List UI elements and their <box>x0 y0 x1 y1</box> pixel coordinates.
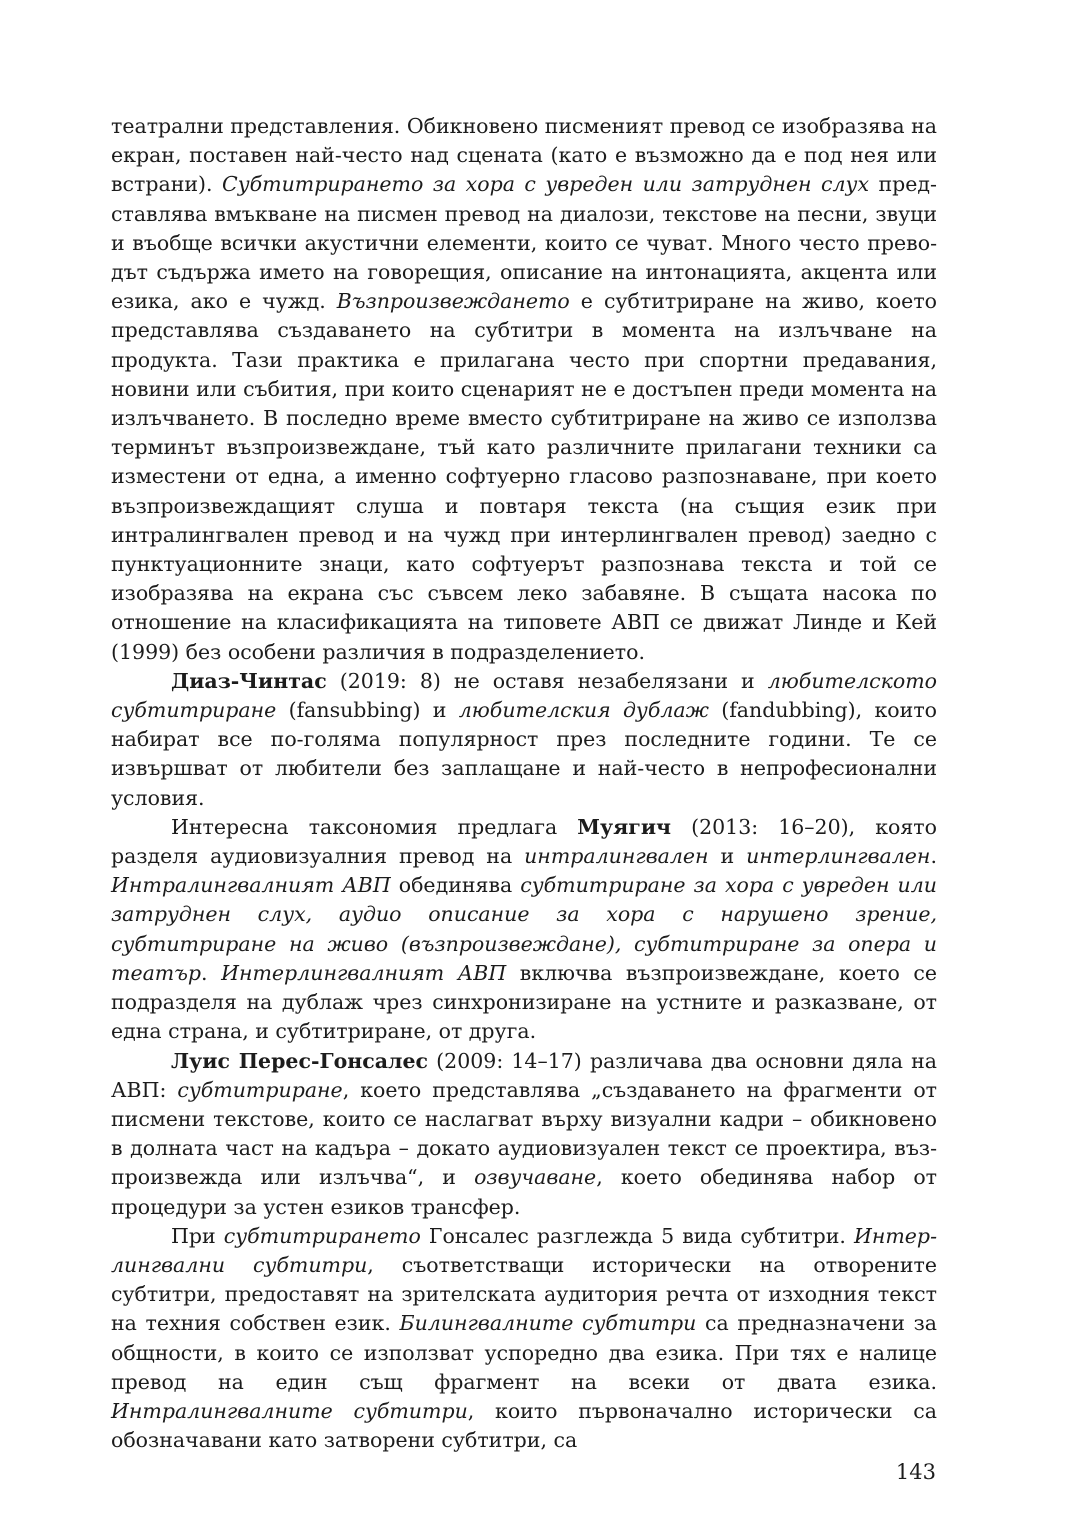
text-run: театрални представления. Обикновено писменият превод се изобразява на екран, поставен най-често над сцената (като е възможно да е под нея или встрани). <box>111 114 937 197</box>
text-run: (2009: 14–17) различава два основни дяла на АВП: <box>111 1048 937 1102</box>
italic-term: Възпроизвеждането <box>336 289 570 314</box>
italic-term: любителския дублаж <box>458 698 709 723</box>
page-body <box>111 112 937 1455</box>
paragraph-3 <box>111 813 937 1047</box>
italic-term: озвучаване <box>474 1165 597 1190</box>
italic-term: Билингвалните субтитри <box>399 1311 697 1336</box>
text-run: . <box>201 960 222 985</box>
text-run: . <box>930 844 937 869</box>
text-run: , което представлява „създаването на фрагменти от писмени текстове, които се наслагват върху визуални кадри – обикновено в долната част на кадъра – докато аудиовизуален текст се проектира, възпроизвежда или излъчва“, и <box>111 1077 937 1190</box>
text-run: , които първоначално исторически са обозначавани като затворени субтитри, са <box>111 1398 937 1453</box>
text-run: е субтитриране на живо, което представлява създаването на субтитри в момента на излъчване на продукта. Тази практика е прилагана често при спортни предавания, новини или събития, при които сценарият не е достъпен преди момента на излъчването. В последно време вместо субтитриране на живо се използва терминът възпроизвеждане, тъй като различните прилагани техники са изместени от една, а именно софтуерно гласово разпознаване, при което възпроизвеждащият слуша и повтаря текста (на същия език при интралингвален превод и на чужд при интерлингвален превод) заедно с пунктуационните знаци, като софтуерът разпознава текста и той се изобразява на екрана със съвсем леко забавяне. В същата насока по отношение на класификацията на типовете АВП се движат Линде и Кей (1999) без особени различия в подразделението. <box>111 289 937 664</box>
paragraph-5 <box>111 1222 937 1456</box>
text-run: , което обединява набор от процедури за устен езиков трансфер. <box>111 1165 937 1219</box>
italic-term: любителското субтитриране <box>111 668 937 723</box>
text-run: представлява вмъкване на писмен превод на диалози, текстове на песни, звуци и въобще всички акустични елементи, които се чуват. Много често преводът съдържа името на говорещия, описание на интонацията, акцента или езика, ако е чужд. <box>111 172 937 314</box>
text-run: , съответстващи исторически на отворените субтитри, предоставят на зрителската аудитория речта от изходния текст на техния собствен език. <box>111 1252 937 1336</box>
text-run: включва възпроизвеждане, което се подразделя на дублаж чрез синхронизиране на устните и разказване, от една страна, и субтитриране, от друга. <box>111 960 937 1044</box>
text-run: (fansubbing) и <box>276 698 459 723</box>
text-run: и <box>708 844 747 869</box>
author-name: Луис Перес-Гонсалес <box>171 1048 429 1073</box>
text-run: (2019: 8) не оставя незабелязани и <box>326 668 768 693</box>
paragraph-2 <box>111 667 937 813</box>
italic-term: субтитриране <box>177 1077 343 1102</box>
text-run: (fandubbing), които набират все по-голяма популярност през последните години. Те се извършват от любители без заплащане и най-често в непрофесионални условия. <box>111 698 937 810</box>
italic-term: интерлингвален <box>746 844 931 869</box>
paragraph-4 <box>111 1047 937 1222</box>
italic-term: Интралингвалните субтитри <box>111 1398 468 1423</box>
text-run: Интересна таксономия предлага <box>171 814 578 839</box>
italic-term: Интерлингвалният АВП <box>221 960 507 985</box>
italic-term: интралингвален <box>524 844 709 869</box>
text-run: При <box>171 1223 224 1248</box>
author-name: Диаз-Чинтас <box>171 668 327 693</box>
text-run: Гонсалес разглежда 5 вида субтитри. <box>420 1223 854 1248</box>
text-run: (2013: 16–20), която разделя аудиовизуалния превод на <box>111 814 937 869</box>
italic-term: субтитрирането <box>223 1223 421 1248</box>
italic-term: субтитриране за хора с увреден или затруднен слух, аудио описание за хора с нарушено зрение, субтитриране на живо (възпроизвеждане), субтитриране за опера и театър <box>111 873 937 985</box>
italic-term: Субтитрирането за хора с увреден или затруднен слух <box>222 172 870 197</box>
italic-term: Интерлингвални субтитри <box>111 1223 937 1277</box>
text-run: са предназначени за общности, в които се използват успоредно два езика. При тях е налице превод на един същ фрагмент на всеки от двата езика. <box>111 1311 937 1394</box>
italic-term: Интралингвалният АВП <box>111 873 391 898</box>
author-name: Муягич <box>577 814 672 839</box>
text-run: обединява <box>390 873 521 898</box>
page-number: 143 <box>895 1460 936 1484</box>
paragraph-1 <box>111 112 937 667</box>
